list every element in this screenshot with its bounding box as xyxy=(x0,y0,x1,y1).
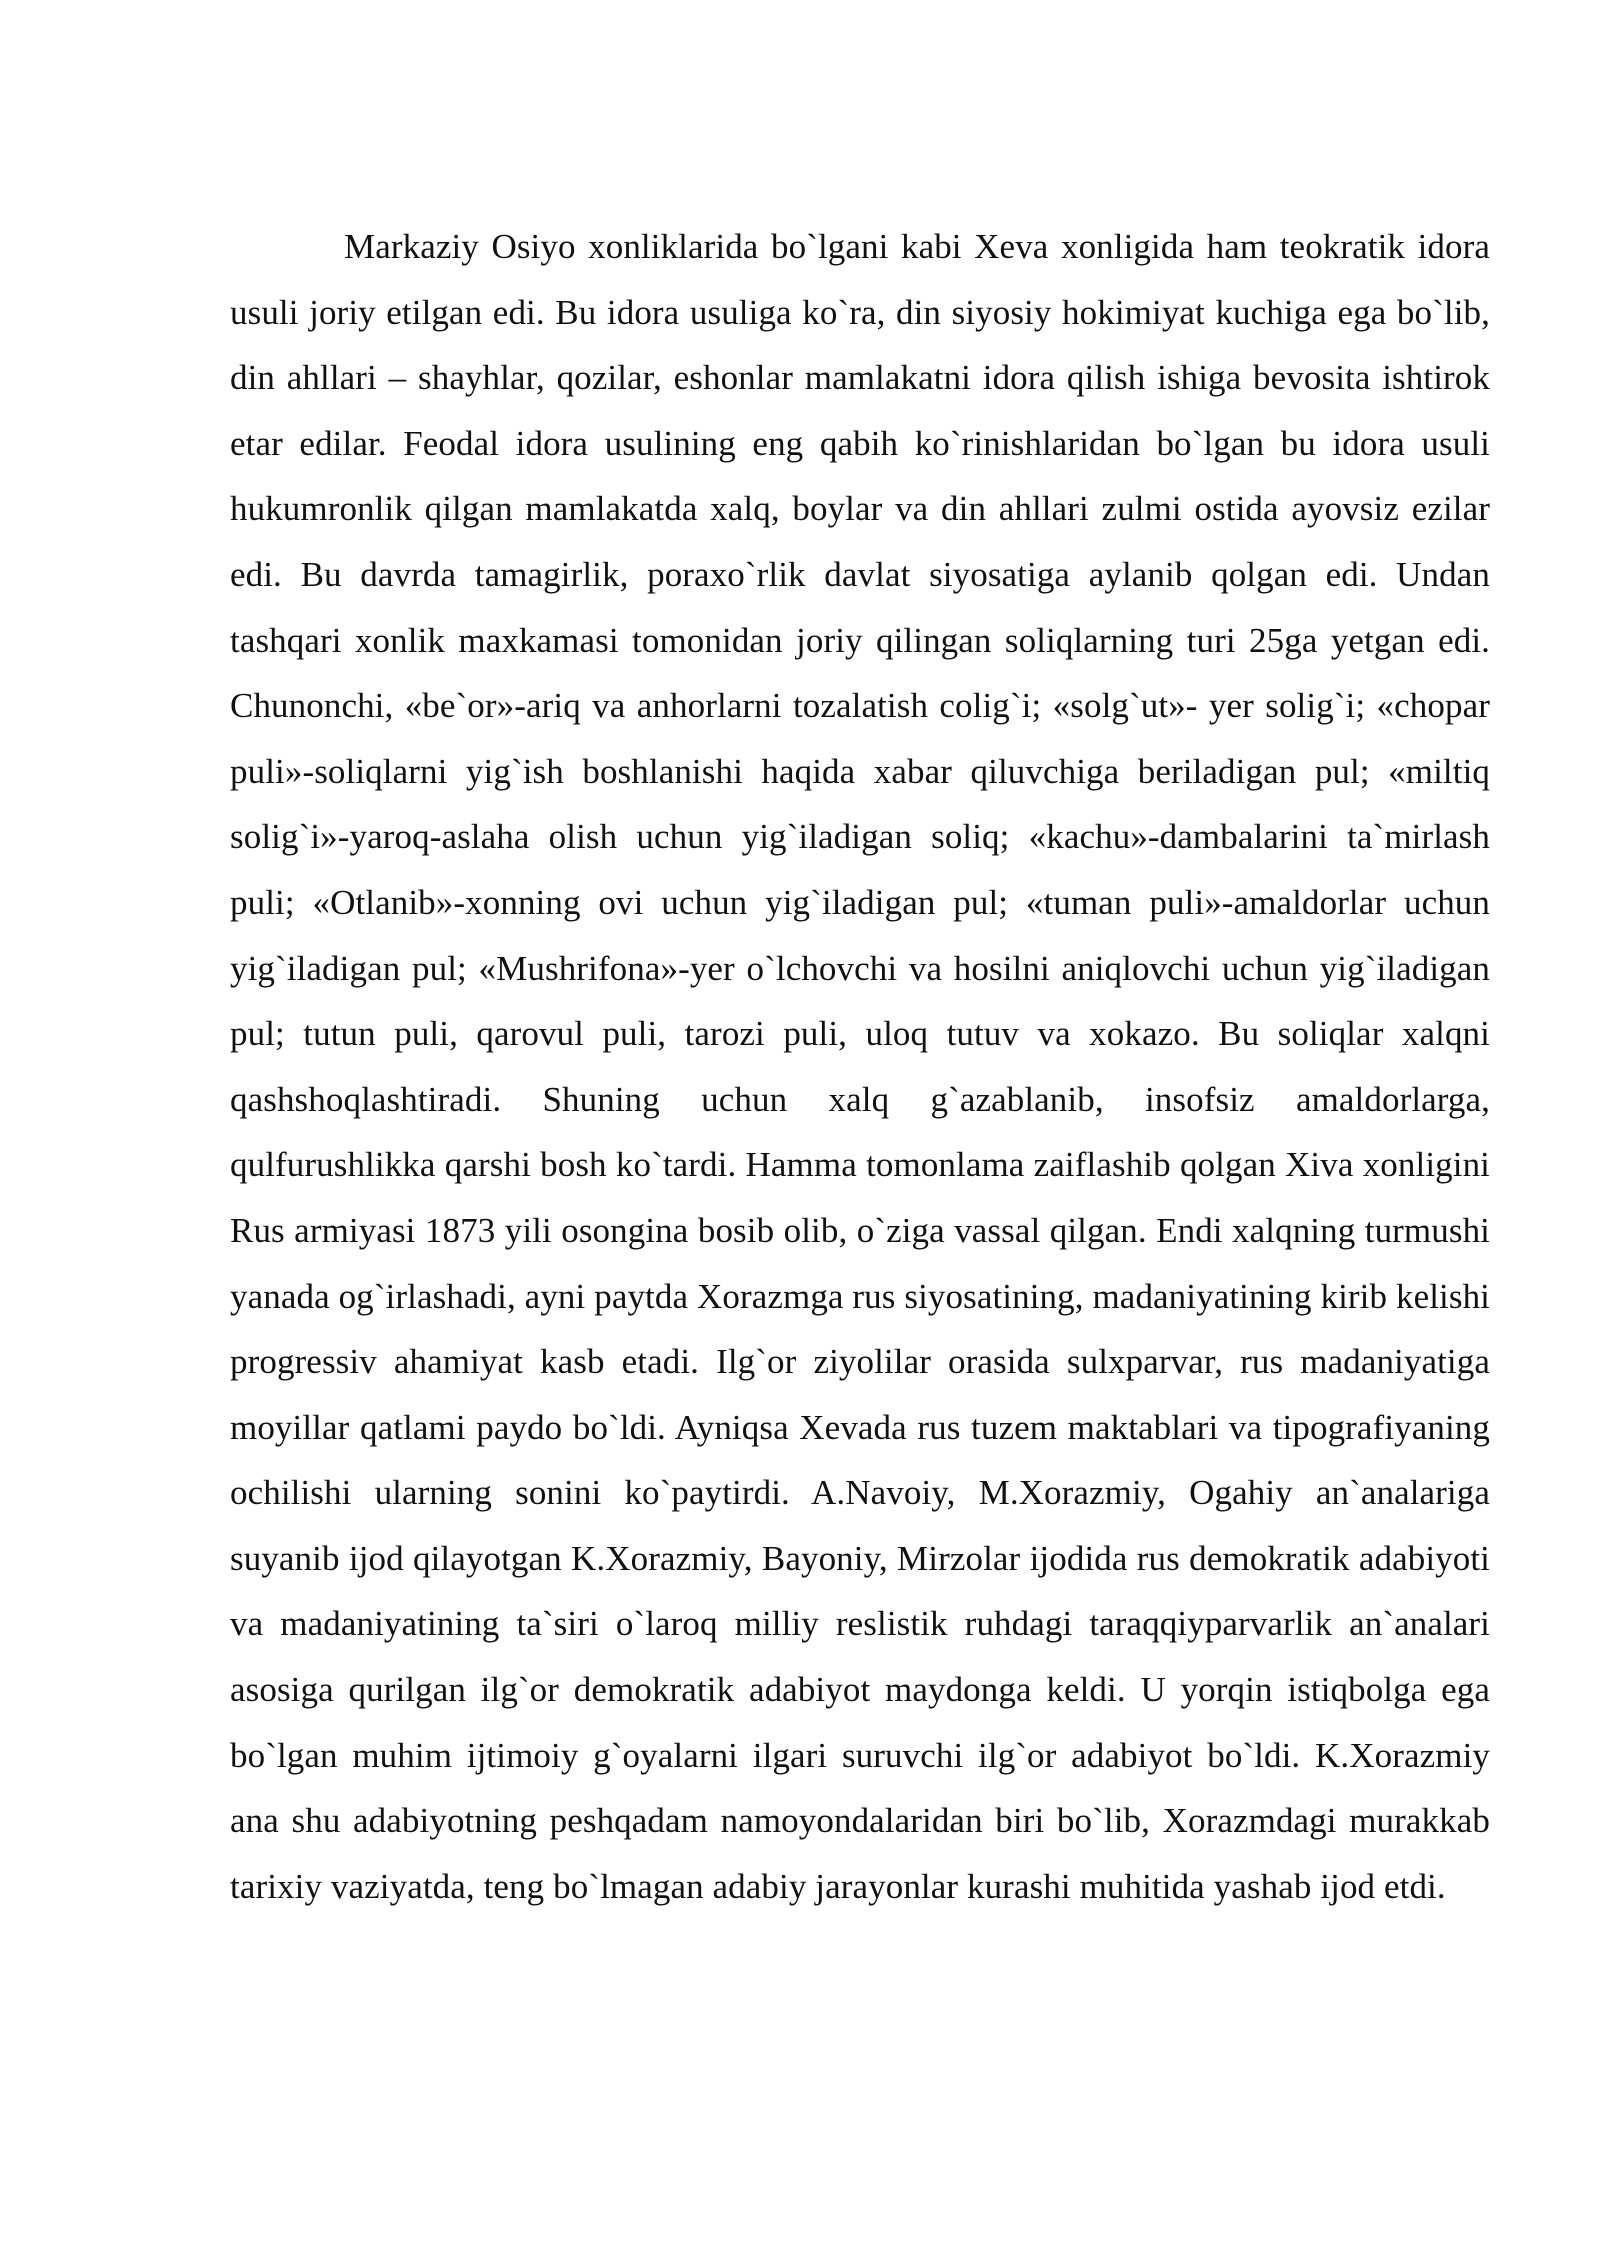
body-paragraph: Markaziy Osiyo xonliklarida bo`lgani kabi Xeva xonligida ham teokratik idora usuli joriy etilgan edi. Bu idora usuliga ko`ra, din siyosiy hokimiyat kuchiga ega bo`lib, din ahllari – shayhlar, qozilar, eshonlar mamlakatni idora qilish ishiga bevosita ishtirok etar edilar. Feodal idora usulining eng qabih ko`rinishlaridan bo`lgan bu idora usuli hukumronlik qilgan mamlakatda xalq, boylar va din ahllari zulmi ostida ayovsiz ezilar edi. Bu davrda tamagirlik, poraxo`rlik davlat siyosatiga aylanib qolgan edi. Undan tashqari xonlik maxkamasi tomonidan joriy qilingan soliqlarning turi 25ga yetgan edi. Chunonchi, «be`or»-ariq va anhorlarni tozalatish colig`i; «solg`ut»- yer solig`i; «chopar puli»-soliqlarni yig`ish boshlanishi haqida xabar qiluvchiga beriladigan pul; «miltiq solig`i»-yaroq-aslaha olish uchun yig`iladigan soliq; «kachu»-dambalarini ta`mirlash puli; «Otlanib»-xonning ovi uchun yig`iladigan pul; «tuman puli»-amaldorlar uchun yig`iladigan pul; «Mushrifona»-yer o`lchovchi va hosilni aniqlovchi uchun yig`iladigan pul; tutun puli, qarovul puli, tarozi puli, uloq tutuv va xokazo. Bu soliqlar xalqni qashshoqlashtiradi. Shuning uchun xalq g`azablanib, insofsiz amaldorlarga, qulfurushlikka qarshi bosh ko`tardi. Hamma tomonlama zaiflashib qolgan Xiva xonligini Rus armiyasi 1873 yili osongina bosib olib, o`ziga vassal qilgan. Endi xalqning turmushi yanada og`irlashadi, ayni paytda Xorazmga rus siyosatining, madaniyatining kirib kelishi progressiv ahamiyat kasb etadi. Ilg`or ziyolilar orasida sulxparvar, rus madaniyatiga moyillar qatlami paydo bo`ldi. Ayniqsa Xevada rus tuzem maktablari va tipografiyaning ochilishi ularning sonini ko`paytirdi. A.Navoiy, M.Xorazmiy, Ogahiy an`analariga suyanib ijod qilayotgan K.Xorazmiy, Bayoniy, Mirzolar ijodida rus demokratik adabiyoti va madaniyatining ta`siri o`laroq milliy reslistik ruhdagi taraqqiyparvarlik an`analari asosiga qurilgan ilg`or demokratik adabiyot maydonga keldi. U yorqin istiqbolga ega bo`lgan muhim ijtimoiy g`oyalarni ilgari suruvchi ilg`or adabiyot bo`ldi. K.Xorazmiy ana shu adabiyotning peshqadam namoyondalaridan biri bo`lib, Xorazmdagi murakkab tarixiy vaziyatda, teng bo`lmagan adabiy jarayonlar kurashi muhitida yashab ijod etdi. xyxy=(230,227,1490,1906)
text-block xyxy=(230,214,1490,1919)
